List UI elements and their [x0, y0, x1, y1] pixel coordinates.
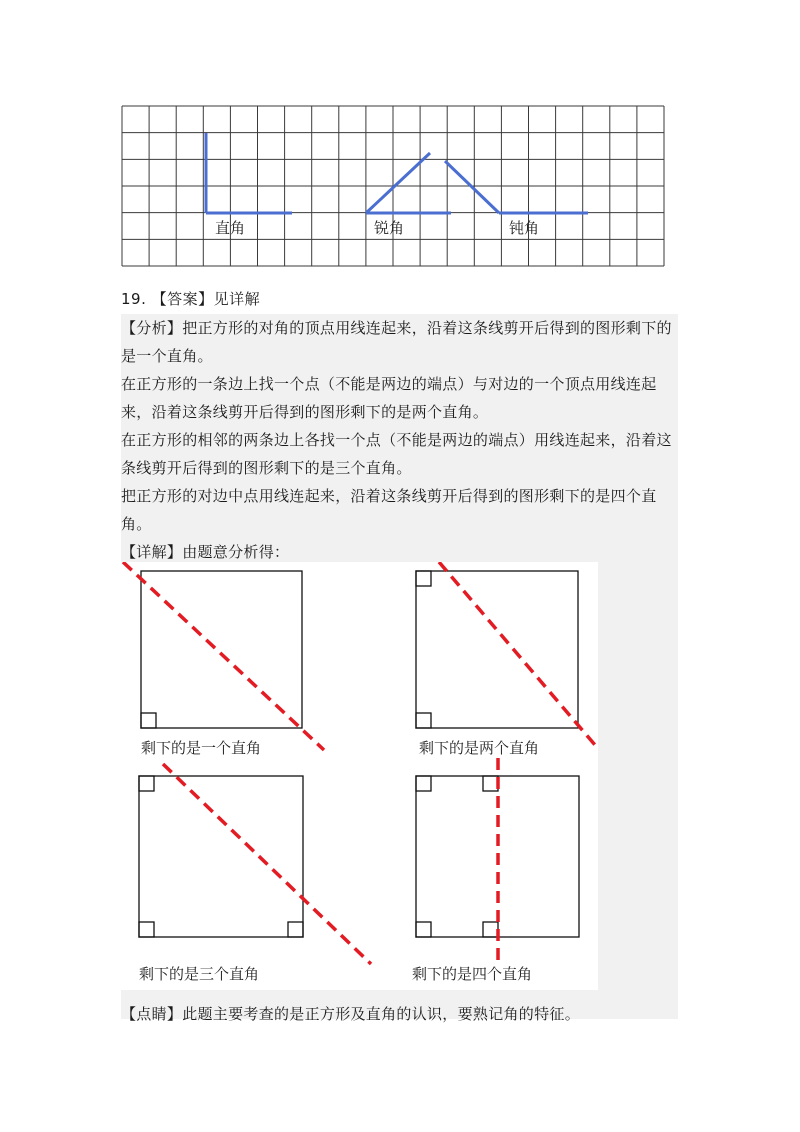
right-angle-mark: [416, 713, 431, 728]
analysis-paragraph-2: 在正方形的一条边上找一个点（不能是两边的端点）与对边的一个顶点用线连起来，沿着这条线剪开后得到的图形剩下的是两个直角。: [121, 375, 657, 421]
caption-three: 剩下的是三个直角: [139, 965, 260, 983]
analysis-paragraph-3: 在正方形的相邻的两条边上各找一个点（不能是两边的端点）用线连起来，沿着这条线剪开后得到的图形剩下的是三个直角。: [121, 431, 672, 477]
right-angle-mark: [483, 776, 498, 791]
detail-heading: 【详解】由题意分析得：: [121, 543, 290, 561]
square-two: [416, 571, 578, 728]
squares-figure: [121, 562, 598, 990]
right-angle-mark: [483, 922, 498, 937]
obtuse-angle-drawing: [445, 161, 588, 213]
obtuse-angle-label: 钝角: [509, 219, 540, 237]
caption-one: 剩下的是一个直角: [141, 739, 262, 757]
right-angle-mark: [416, 776, 431, 791]
acute-angle-label: 锐角: [374, 219, 405, 237]
right-angle-label: 直角: [215, 219, 246, 237]
cut-line-one: [123, 562, 324, 750]
angle-grid-figure: [121, 105, 665, 267]
right-angle-mark: [416, 922, 431, 937]
right-angle-mark: [141, 713, 156, 728]
right-angle-mark: [416, 571, 431, 586]
right-angle-mark: [139, 776, 154, 791]
right-angle-drawing: [206, 133, 292, 213]
acute-angle-drawing: [366, 153, 451, 213]
cut-line-three: [163, 764, 371, 964]
note-paragraph: 【点睛】此题主要考查的是正方形及直角的认识，要熟记角的特征。: [121, 1005, 581, 1023]
right-angle-mark: [288, 922, 303, 937]
cut-line-two: [439, 562, 595, 745]
caption-two: 剩下的是两个直角: [419, 739, 540, 757]
analysis-paragraph-4: 把正方形的对边中点用线连起来，沿着这条线剪开后得到的图形剩下的是四个直角。: [121, 487, 657, 533]
right-angle-mark: [139, 922, 154, 937]
square-three: [139, 776, 303, 937]
caption-four: 剩下的是四个直角: [412, 965, 533, 983]
analysis-paragraph-1: 【分析】把正方形的对角的顶点用线连起来，沿着这条线剪开后得到的图形剩下的是一个直角。: [121, 319, 672, 365]
question-heading: 19. 【答案】见详解: [121, 290, 261, 308]
